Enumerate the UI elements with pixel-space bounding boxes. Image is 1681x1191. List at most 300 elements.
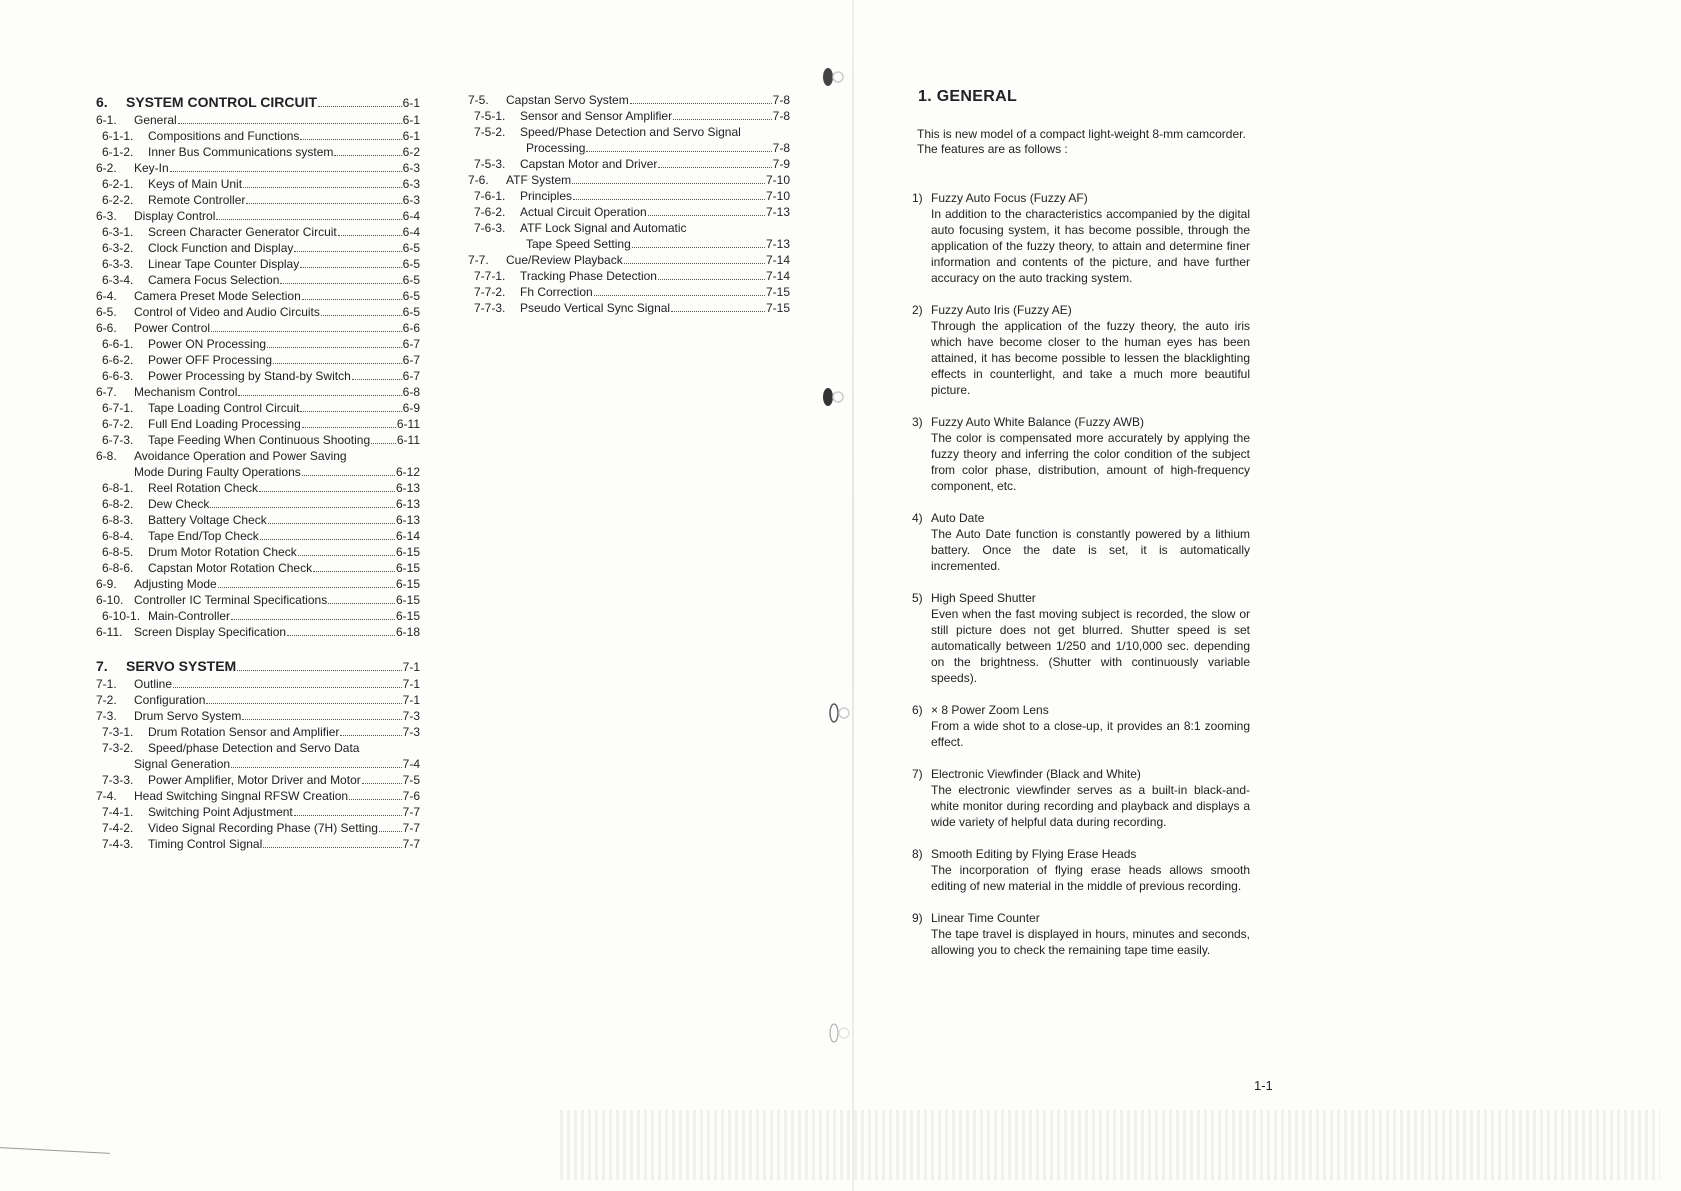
toc-entry[interactable] — [468, 124, 790, 140]
toc-number: 6-2-2. — [102, 193, 134, 207]
toc-page: 7-15 — [765, 301, 790, 315]
toc-title: Tape Loading Control Circuit — [148, 401, 300, 415]
page-fold — [852, 0, 854, 1191]
toc-page: 6-9 — [402, 401, 420, 415]
toc-page: 6-4 — [402, 225, 420, 239]
feature-description: The tape travel is displayed in hours, minutes and seconds, allowing you to check the remaining tape time easily. — [931, 927, 1250, 957]
feature-item — [912, 302, 1250, 398]
toc-leader — [218, 587, 395, 588]
toc-entry[interactable] — [96, 480, 420, 496]
toc-page: 7-15 — [765, 285, 790, 299]
toc-entry[interactable] — [96, 304, 420, 320]
toc-page: 7-3 — [402, 709, 420, 723]
toc-leader — [300, 267, 401, 268]
toc-number: 7-4. — [96, 789, 117, 803]
toc-page: 6-4 — [402, 209, 420, 223]
toc-number: 6-3-1. — [102, 225, 134, 239]
toc-entry[interactable] — [468, 188, 790, 204]
toc-title: Linear Tape Counter Display — [148, 257, 300, 271]
toc-leader — [238, 395, 401, 396]
toc-number: 7-3. — [96, 709, 117, 723]
toc-entry[interactable] — [468, 156, 790, 172]
feature-heading — [912, 414, 1250, 430]
toc-entry[interactable] — [96, 224, 420, 240]
toc-title: Adjusting Mode — [134, 577, 217, 591]
toc-title: Tracking Phase Detection — [520, 269, 657, 283]
feature-heading — [912, 766, 1250, 782]
toc-title: Power ON Processing — [148, 337, 267, 351]
toc-number: 6-11. — [96, 625, 123, 639]
toc-leader — [210, 507, 395, 508]
toc-entry[interactable] — [468, 220, 790, 236]
toc-entry[interactable] — [96, 128, 420, 144]
toc-entry[interactable] — [96, 576, 420, 592]
toc-title: Actual Circuit Operation — [520, 205, 647, 219]
toc-title: Drum Motor Rotation Check — [148, 545, 297, 559]
toc-page: 6-13 — [395, 497, 420, 511]
feature-item — [912, 190, 1250, 286]
toc-page: 7-13 — [765, 205, 790, 219]
toc-entry[interactable] — [96, 400, 420, 416]
toc-number: 6-2-1. — [102, 177, 134, 191]
toc-leader — [260, 539, 395, 540]
toc-page: 7-10 — [765, 189, 790, 203]
feature-item — [912, 910, 1250, 958]
feature-description: The incorporation of flying erase heads allows smooth editing of new material in the middle of previous recording. — [931, 863, 1250, 893]
toc-entry[interactable] — [96, 112, 420, 128]
toc-page: 7-8 — [772, 93, 790, 107]
toc-entry[interactable] — [96, 464, 420, 480]
toc-page: 7-3 — [402, 725, 420, 739]
feature-description: In addition to the characteristics accompanied by the digital auto focusing system, it has become possible, through the application of the fuzzy theory, to attain and determine finer information and contents of the picture, and have further accuracy on the auto tracking system. — [931, 207, 1250, 285]
toc-page: 6-18 — [395, 625, 420, 639]
toc-entry[interactable] — [96, 160, 420, 176]
toc-entry[interactable] — [96, 272, 420, 288]
toc-number: 6-1-1. — [102, 129, 134, 143]
toc-page: 6-11 — [396, 417, 420, 431]
toc-entry[interactable] — [96, 448, 420, 464]
toc-title: Pseudo Vertical Sync Signal — [520, 301, 671, 315]
toc-title: Tape End/Top Check — [148, 529, 259, 543]
toc-entry[interactable] — [96, 560, 420, 576]
toc-leader — [246, 203, 401, 204]
toc-leader — [624, 263, 765, 264]
toc-entry[interactable] — [96, 176, 420, 192]
toc-leader — [294, 815, 402, 816]
feature-title: Fuzzy Auto Iris (Fuzzy AE) — [931, 303, 1072, 317]
toc-title: Clock Function and Display — [148, 241, 294, 255]
toc-leader — [242, 719, 401, 720]
scan-noise — [560, 1110, 1660, 1180]
toc-title: Dew Check — [148, 497, 210, 511]
toc-entry[interactable] — [96, 256, 420, 272]
toc-entry[interactable] — [96, 240, 420, 256]
toc-leader — [340, 735, 401, 736]
feature-heading — [912, 910, 1250, 926]
toc-title: Tape Feeding When Continuous Shooting — [148, 433, 371, 447]
toc-page: 6-13 — [395, 481, 420, 495]
toc-number: 7-4-2. — [102, 821, 134, 835]
toc-page: 6-6 — [402, 321, 420, 335]
toc-title: Camera Preset Mode Selection — [134, 289, 301, 303]
feature-list — [912, 190, 1250, 974]
toc-number: 6-8-6. — [102, 561, 134, 575]
toc-entry[interactable] — [96, 192, 420, 208]
toc-entry[interactable] — [468, 252, 790, 268]
feature-description: From a wide shot to a close-up, it provides an 8:1 zooming effect. — [931, 719, 1250, 749]
toc-page: 6-5 — [402, 241, 420, 255]
toc-page: 7-1 — [402, 677, 420, 691]
toc-entry[interactable] — [96, 528, 420, 544]
toc-leader — [648, 215, 765, 216]
toc-page: 7-7 — [402, 837, 420, 851]
toc-entry[interactable] — [96, 432, 420, 448]
toc-leader — [280, 283, 401, 284]
toc-leader — [259, 491, 395, 492]
feature-title: Linear Time Counter — [931, 911, 1040, 925]
toc-entry[interactable] — [96, 820, 420, 836]
toc-title: Power Control — [134, 321, 211, 335]
toc-title: Control of Video and Audio Circuits — [134, 305, 320, 319]
toc-entry[interactable] — [96, 352, 420, 368]
toc-page: 6-7 — [402, 353, 420, 367]
toc-entry[interactable] — [96, 592, 420, 608]
feature-title: Electronic Viewfinder (Black and White) — [931, 767, 1141, 781]
toc-leader — [632, 247, 765, 248]
feature-title: Fuzzy Auto Focus (Fuzzy AF) — [931, 191, 1088, 205]
toc-page: 6-5 — [402, 289, 420, 303]
toc-number: 6-8-3. — [102, 513, 134, 527]
toc-entry[interactable] — [468, 92, 790, 108]
toc-page: 7-14 — [765, 253, 790, 267]
toc-leader — [334, 155, 401, 156]
toc-number: 6-8. — [96, 449, 117, 463]
toc-entry[interactable] — [96, 608, 420, 624]
binding-hole-icon — [822, 64, 844, 90]
toc-leader — [658, 167, 771, 168]
toc-number: 6-8-2. — [102, 497, 134, 511]
toc-number: 6-3-2. — [102, 241, 134, 255]
toc-number: 6-8-1. — [102, 481, 134, 495]
toc-title: Display Control — [134, 209, 216, 223]
toc-leader — [379, 831, 402, 832]
toc-leader — [313, 571, 395, 572]
toc-entry[interactable] — [96, 288, 420, 304]
toc-page: 6-8 — [402, 385, 420, 399]
toc-leader — [671, 311, 765, 312]
feature-title: Auto Date — [931, 511, 985, 525]
toc-number: 6-8-4. — [102, 529, 134, 543]
toc-entry[interactable] — [468, 284, 790, 300]
toc-title: Camera Focus Selection — [148, 273, 280, 287]
toc-number: 7-7-1. — [474, 269, 506, 283]
toc-title: Speed/phase Detection and Servo Data — [148, 741, 360, 755]
intro-lead: The features are as follows : — [917, 142, 1068, 156]
toc-title: Screen Character Generator Circuit — [148, 225, 337, 239]
feature-title: Smooth Editing by Flying Erase Heads — [931, 847, 1137, 861]
section-title: 1. GENERAL — [918, 88, 1018, 105]
toc-title: Remote Controller — [148, 193, 246, 207]
toc-number: 6-1. — [96, 113, 117, 127]
toc-entry[interactable] — [468, 172, 790, 188]
feature-heading — [912, 510, 1250, 526]
intro-text: This is new model of a compact light-weight 8-mm camcorder. — [917, 127, 1246, 141]
toc-number: 6-2. — [96, 161, 117, 175]
toc-entry[interactable] — [468, 236, 790, 252]
toc-page: 6-3 — [402, 161, 420, 175]
toc-title: SYSTEM CONTROL CIRCUIT — [126, 94, 318, 110]
toc-page: 6-15 — [395, 593, 420, 607]
toc-title: Capstan Servo System — [506, 93, 629, 107]
toc-number: 6-3-3. — [102, 257, 134, 271]
toc-title: Speed/Phase Detection and Servo Signal — [520, 125, 741, 139]
toc-leader — [267, 347, 402, 348]
toc-leader — [302, 299, 402, 300]
toc-entry[interactable] — [96, 836, 420, 852]
toc-title: Power OFF Processing — [148, 353, 273, 367]
toc-entry[interactable] — [96, 416, 420, 432]
toc-entry[interactable] — [468, 108, 790, 124]
toc-entry[interactable] — [96, 208, 420, 224]
toc-leader — [352, 379, 402, 380]
toc-entry[interactable] — [96, 740, 420, 756]
toc-number: 7-6-1. — [474, 189, 506, 203]
toc-entry[interactable] — [96, 788, 420, 804]
feature-heading — [912, 590, 1250, 606]
toc-title: Battery Voltage Check — [148, 513, 267, 527]
toc-title: Processing — [526, 141, 586, 155]
feature-number: 9) — [912, 911, 923, 925]
toc-number: 7-7-3. — [474, 301, 506, 315]
toc-title: Reel Rotation Check — [148, 481, 259, 495]
toc-leader — [300, 139, 401, 140]
toc-leader — [211, 331, 402, 332]
toc-number: 7-7. — [468, 253, 489, 267]
feature-title: Fuzzy Auto White Balance (Fuzzy AWB) — [931, 415, 1144, 429]
toc-leader — [673, 119, 772, 120]
toc-entry[interactable] — [96, 708, 420, 724]
toc-title: Principles — [520, 189, 573, 203]
toc-title: Outline — [134, 677, 173, 691]
toc-number: 7-6-2. — [474, 205, 506, 219]
toc-page: 7-4 — [402, 757, 420, 771]
toc-leader — [658, 279, 765, 280]
toc-page: 6-15 — [395, 545, 420, 559]
toc-number: 6-8-5. — [102, 545, 134, 559]
toc-number: 6-5. — [96, 305, 117, 319]
toc-page: 6-15 — [395, 577, 420, 591]
toc-entry[interactable] — [468, 204, 790, 220]
toc-entry[interactable] — [96, 320, 420, 336]
toc-title: Fh Correction — [520, 285, 593, 299]
toc-number: 6-6-3. — [102, 369, 134, 383]
feature-number: 8) — [912, 847, 923, 861]
toc-number: 6-9. — [96, 577, 117, 591]
toc-page: 6-13 — [395, 513, 420, 527]
toc-page: 6-3 — [402, 193, 420, 207]
toc-title: Power Processing by Stand-by Switch — [148, 369, 351, 383]
feature-number: 6) — [912, 703, 923, 717]
toc-number: 6-10. — [96, 593, 124, 607]
toc-entry[interactable] — [96, 544, 420, 560]
binding-hole-icon — [822, 384, 844, 410]
toc-number: 7. — [96, 658, 108, 674]
feature-item — [912, 414, 1250, 494]
toc-page: 7-7 — [402, 805, 420, 819]
toc-leader — [216, 219, 401, 220]
toc-page: 7-8 — [772, 109, 790, 123]
feature-description: The color is compensated more accurately by applying the fuzzy theory and inferring the color condition of the subject from color phase, distribution, amount of high-frequency component, etc. — [931, 431, 1250, 493]
toc-page: 6-3 — [402, 177, 420, 191]
feature-number: 4) — [912, 511, 923, 525]
toc-title: Full End Loading Processing — [148, 417, 301, 431]
toc-leader — [231, 619, 395, 620]
toc-entry[interactable] — [96, 336, 420, 352]
toc-leader — [302, 475, 395, 476]
toc-entry[interactable] — [96, 756, 420, 772]
feature-heading — [912, 190, 1250, 206]
toc-title: Power Amplifier, Motor Driver and Motor — [148, 773, 361, 787]
toc-entry[interactable] — [96, 496, 420, 512]
toc-page: 6-11 — [396, 433, 420, 447]
toc-title: Compositions and Functions — [148, 129, 300, 143]
toc-page: 6-7 — [402, 369, 420, 383]
toc-title: Timing Control Signal — [148, 837, 263, 851]
toc-title: Sensor and Sensor Amplifier — [520, 109, 673, 123]
toc-number: 6-6-2. — [102, 353, 134, 367]
feature-number: 5) — [912, 591, 923, 605]
toc-number: 7-3-2. — [102, 741, 134, 755]
toc-title: Mode During Faulty Operations — [134, 465, 301, 479]
toc-entry[interactable] — [96, 368, 420, 384]
toc-number: 7-6-3. — [474, 221, 506, 235]
toc-entry[interactable] — [468, 140, 790, 156]
toc-page: 6-15 — [395, 609, 420, 623]
toc-page: 6-5 — [402, 257, 420, 271]
feature-number: 2) — [912, 303, 923, 317]
toc-leader — [263, 847, 401, 848]
toc-title: Main-Controller — [148, 609, 231, 623]
toc-leader — [594, 295, 765, 296]
toc-title: Capstan Motor Rotation Check — [148, 561, 313, 575]
toc-leader — [328, 603, 395, 604]
toc-page: 7-14 — [765, 269, 790, 283]
toc-leader — [273, 363, 402, 364]
toc-page: 6-15 — [395, 561, 420, 575]
toc-entry[interactable] — [468, 268, 790, 284]
toc-title: Controller IC Terminal Specifications — [134, 593, 328, 607]
toc-number: 7-4-1. — [102, 805, 134, 819]
toc-entry[interactable] — [96, 512, 420, 528]
toc-title: ATF System — [506, 173, 572, 187]
toc-page: 7-1 — [402, 660, 420, 674]
toc-title: General — [134, 113, 177, 127]
toc-leader — [300, 411, 401, 412]
intro — [917, 127, 1249, 157]
toc-number: 7-4-3. — [102, 837, 134, 851]
feature-title: High Speed Shutter — [931, 591, 1036, 605]
feature-number: 1) — [912, 191, 923, 205]
toc-number: 7-5-1. — [474, 109, 506, 123]
toc-entry[interactable] — [96, 384, 420, 400]
toc-entry[interactable] — [96, 676, 420, 692]
toc-leader — [173, 687, 402, 688]
toc-number: 7-5-2. — [474, 125, 506, 139]
toc-title: Drum Rotation Sensor and Amplifier — [148, 725, 340, 739]
toc-page: 6-1 — [402, 113, 420, 127]
toc-entry[interactable] — [96, 144, 420, 160]
toc-leader — [268, 523, 395, 524]
toc-leader — [321, 315, 402, 316]
toc-title: Video Signal Recording Phase (7H) Setting — [148, 821, 378, 835]
toc-title: Head Switching Singnal RFSW Creation — [134, 789, 349, 803]
toc-entry[interactable] — [96, 724, 420, 740]
toc-leader — [243, 187, 402, 188]
toc-page: 6-1 — [402, 96, 420, 110]
toc-entry[interactable] — [96, 772, 420, 788]
toc-leader — [630, 103, 772, 104]
toc-title: Screen Display Specification — [134, 625, 287, 639]
toc-number: 6-3. — [96, 209, 117, 223]
feature-heading — [912, 846, 1250, 862]
toc-leader — [298, 555, 395, 556]
toc-title: Configuration — [134, 693, 206, 707]
toc-title: Cue/Review Playback — [506, 253, 623, 267]
toc-page: 6-5 — [402, 273, 420, 287]
toc-number: 6-7. — [96, 385, 117, 399]
toc-number: 7-6. — [468, 173, 489, 187]
toc-number: 7-5. — [468, 93, 489, 107]
toc-leader — [572, 183, 765, 184]
toc-right-column — [468, 92, 790, 316]
toc-entry[interactable] — [96, 624, 420, 640]
toc-page: 7-7 — [402, 821, 420, 835]
toc-page: 6-14 — [395, 529, 420, 543]
toc-chapter[interactable] — [96, 656, 420, 676]
toc-leader — [371, 443, 396, 444]
toc-title: Drum Servo System — [134, 709, 242, 723]
toc-number: 6-7-2. — [102, 417, 134, 431]
feature-description: The electronic viewfinder serves as a built-in black-and-white monitor during recording and playback and displays a wide variety of helpful data during recording. — [931, 783, 1250, 829]
toc-leader — [294, 251, 401, 252]
toc-chapter[interactable] — [96, 92, 420, 112]
scan-mark — [0, 1147, 110, 1154]
toc-leader — [573, 199, 765, 200]
toc-number: 6-7-3. — [102, 433, 134, 447]
toc-number: 7-5-3. — [474, 157, 506, 171]
toc-number: 6-6-1. — [102, 337, 134, 351]
toc-page: 7-13 — [765, 237, 790, 251]
binding-hole-icon — [828, 1020, 850, 1046]
feature-description: The Auto Date function is constantly powered by a lithium battery. Once the date is set, it is automatically incremented. — [931, 527, 1250, 573]
toc-leader — [287, 635, 395, 636]
toc-entry[interactable] — [468, 300, 790, 316]
toc-number: 6-1-2. — [102, 145, 134, 159]
toc-leader — [586, 151, 771, 152]
toc-entry[interactable] — [96, 804, 420, 820]
feature-number: 3) — [912, 415, 923, 429]
toc-title: Capstan Motor and Driver — [520, 157, 658, 171]
toc-leader — [318, 106, 402, 107]
toc-page: 7-6 — [402, 789, 420, 803]
toc-page: 7-10 — [765, 173, 790, 187]
toc-title: SERVO SYSTEM — [126, 658, 237, 674]
toc-title: Switching Point Adjustment — [148, 805, 293, 819]
page-number: 1-1 — [1254, 1078, 1273, 1093]
toc-leader — [362, 783, 402, 784]
toc-page: 6-1 — [402, 129, 420, 143]
toc-entry[interactable] — [96, 692, 420, 708]
